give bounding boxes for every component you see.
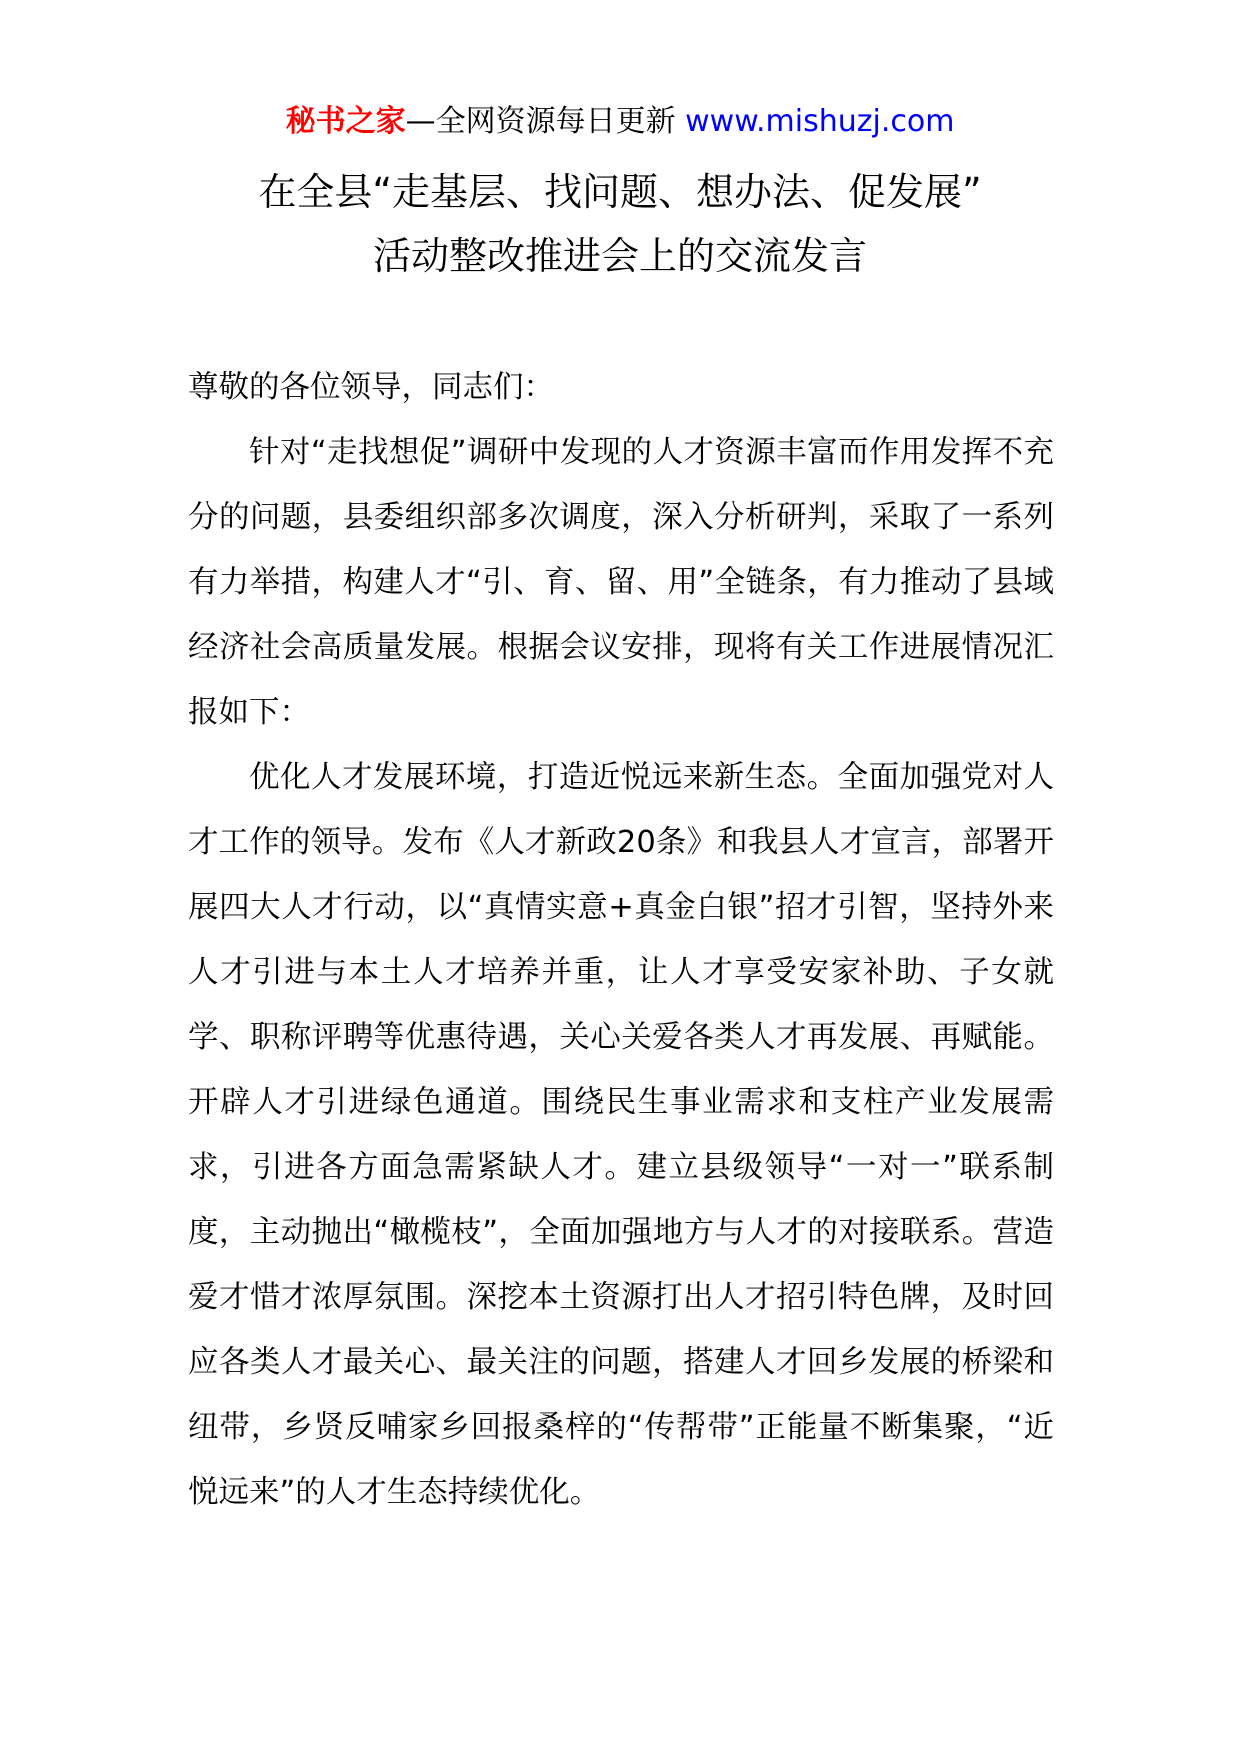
document-title: [0, 160, 1240, 288]
header-banner: [0, 100, 1240, 144]
paragraph: 优化人才发展环境，打造近悦远来新生态。全面加强党对人才工作的领导。发布《人才新政20条》和我县人才宣言，部署开展四大人才行动，以“真情实意+真金白银”招才引智，坚持外来人才引进与本土人才培养并重，让人才享受安家补助、子女就学、职称评聘等优惠待遇，关心关爱各类人才再发展、再赋能。开辟人才引进绿色通道。围绕民生事业需求和支柱产业发展需求，引进各方面急需紧缺人才。建立县级领导“一对一”联系制度，主动抛出“橄榄枝”，全面加强地方与人才的对接联系。营造爱才惜才浓厚氛围。深挖本土资源打出人才招引特色牌，及时回应各类人才最关心、最关注的问题，搭建人才回乡发展的桥梁和纽带，乡贤反哺家乡回报桑梓的“传帮带”正能量不断集聚，“近悦远来”的人才生态持续优化。: [188, 760, 1054, 1510]
title-line-1: 在全县“走基层、找问题、想办法、促发展”: [258, 170, 982, 214]
brand-name: 秘书之家: [285, 104, 406, 139]
header-tagline: —全网资源每日更新: [405, 104, 686, 139]
site-url-link[interactable]: www.mishuzj.com: [685, 104, 955, 139]
document-body: [188, 355, 1054, 1525]
salutation: 尊敬的各位领导，同志们：: [188, 370, 554, 405]
paragraph: 针对“走找想促”调研中发现的人才资源丰富而作用发挥不充分的问题，县委组织部多次调度，深入分析研判，采取了一系列有力举措，构建人才“引、育、留、用”全链条，有力推动了县域经济社会高质量发展。根据会议安排，现将有关工作进展情况汇报如下：: [188, 435, 1054, 730]
title-line-2: 活动整改推进会上的交流发言: [372, 234, 867, 278]
